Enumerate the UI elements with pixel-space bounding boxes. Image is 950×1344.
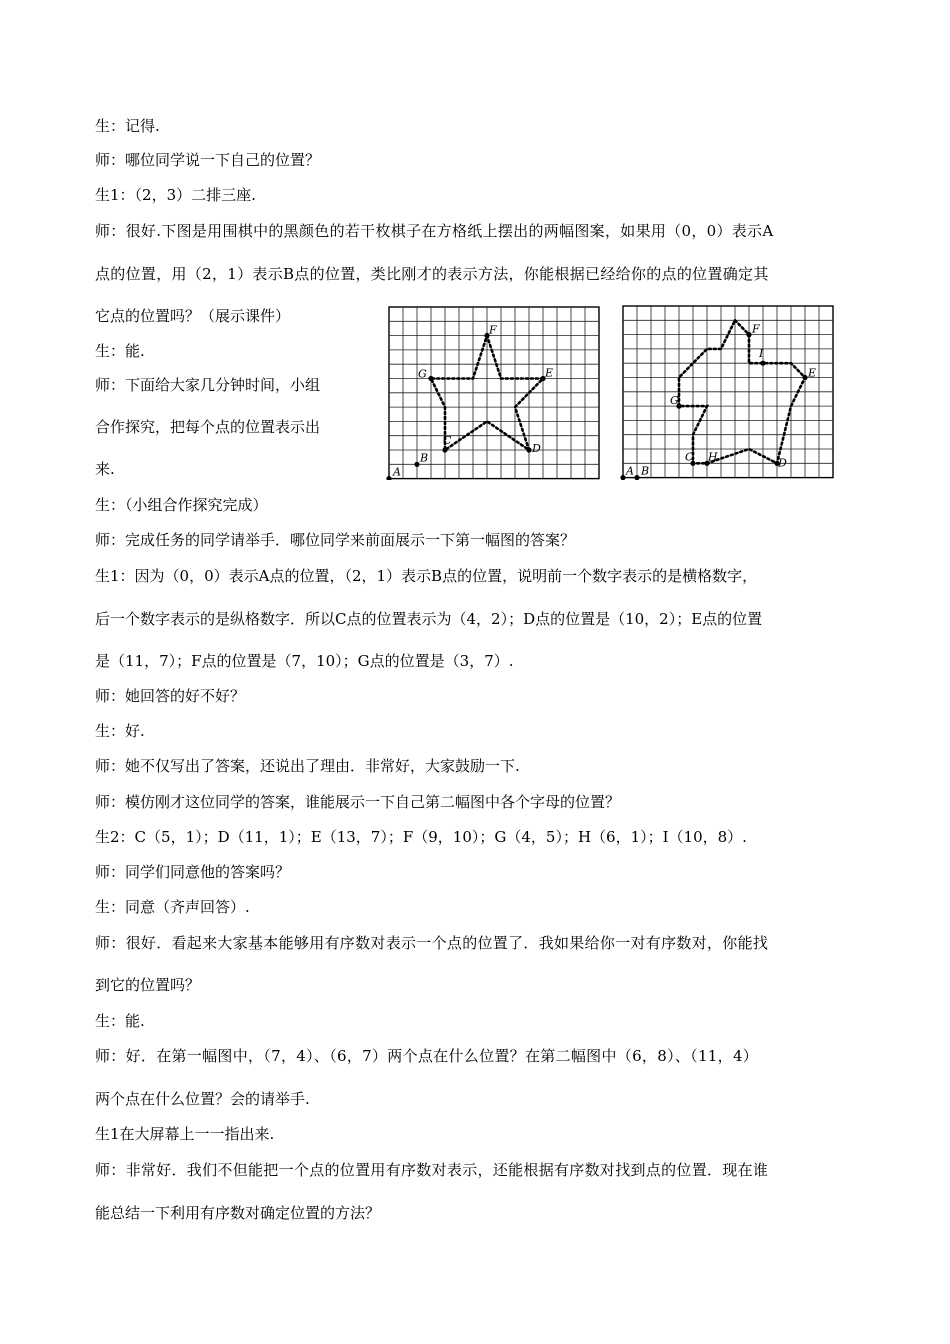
stone-dot [442,447,447,452]
text-line: 生：（小组合作探究完成） [95,496,268,514]
text-line: 师：好．在第一幅图中，（7，4）、（6，7）两个点在什么位置？在第二幅图中（6，8）、（11，4） [95,1047,759,1065]
stone-dot [620,475,625,480]
text-line: 后一个数字表示的是纵格数字．所以C点的位置表示为（4，2）；D点的位置是（10，2）；E点的位置 [95,610,763,628]
stone-dot [428,376,433,381]
point-label: B [420,451,429,465]
point-label: D [778,456,787,470]
point-label: A [626,464,634,478]
text-line: 师：同学们同意他的答案吗？ [95,863,291,881]
text-line: 师：模仿刚才这位同学的答案，谁能展示一下自己第二幅图中各个字母的位置？ [95,793,621,811]
point-label: I [759,347,764,361]
text-line: 师：哪位同学说一下自己的位置？ [95,151,321,169]
text-line: 生1：因为（0，0）表示A点的位置，（2，1）表示B点的位置，说明前一个数字表示的是横格数字， [95,567,758,585]
stone-dot [746,332,751,337]
point-label: C [443,434,452,447]
figure-1-star-grid [383,302,601,480]
point-label: F [489,323,497,337]
figure-1-svg [383,302,601,480]
text-line: 师：她回答的好不好？ [95,687,246,705]
text-line: 生：记得. [95,117,160,135]
stone-dot [802,375,807,380]
text-line: 来. [95,460,115,478]
text-line: 到它的位置吗？ [95,976,201,994]
stone-dot [526,447,531,452]
text-line: 师：下面给大家几分钟时间，小组 [95,376,321,394]
point-label: A [393,465,401,479]
point-label: C [685,450,694,464]
text-line: 合作探究，把每个点的位置表示出 [95,418,321,436]
text-line: 点的位置，用（2，1）表示B点的位置，类比刚才的表示方法，你能根据已经给你的点的位置确定其 [95,265,769,283]
text-line: 生：能. [95,1012,145,1030]
text-line: 师：非常好．我们不但能把一个点的位置用有序数对表示，还能根据有序数对找到点的位置．现在谁 [95,1161,769,1179]
point-label: G [670,394,679,408]
text-line: 师：她不仅写出了答案，还说出了理由．非常好，大家鼓励一下. [95,757,520,775]
stone-dot [414,462,419,467]
text-line: 师：完成任务的同学请举手．哪位同学来前面展示一下第一幅图的答案？ [95,531,576,549]
point-label: F [752,322,760,336]
text-line: 生：能. [95,342,145,360]
text-line: 它点的位置吗？（展示课件） [95,307,291,325]
point-label: B [641,464,650,478]
text-line: 师：很好．看起来大家基本能够用有序数对表示一个点的位置了．我如果给你一对有序数对，你能找 [95,934,769,952]
point-label: E [545,366,554,380]
text-line: 两个点在什么位置？会的请举手. [95,1090,310,1108]
point-label: H [708,450,718,464]
stone-dot [760,361,765,366]
text-line: 生：同意（齐声回答）. [95,898,250,916]
figure-2-star-grid [619,302,839,480]
text-line: 是（11，7）；F点的位置是（7，10）；G点的位置是（3，7）. [95,652,514,670]
text-line: 生1在大屏幕上一一指出来. [95,1125,275,1143]
text-line: 生1：（2，3）二排三座. [95,186,256,204]
point-label: D [532,442,541,455]
stone-dot [386,476,391,480]
text-line: 师：很好.下图是用围棋中的黑颜色的若干枚棋子在方格纸上摆出的两幅图案，如果用（0，0）表示A [95,222,774,240]
text-line: 生2：C（5，1）；D（11，1）；E（13，7）；F（9，10）；G（4，5）；H（6，1）；I（10，8）. [95,828,747,846]
point-label: E [808,366,817,380]
text-line: 生：好. [95,722,145,740]
point-label: G [418,367,427,381]
figure-2-svg [619,302,839,480]
stone-dot [634,475,639,480]
text-line: 能总结一下利用有序数对确定位置的方法？ [95,1204,381,1222]
